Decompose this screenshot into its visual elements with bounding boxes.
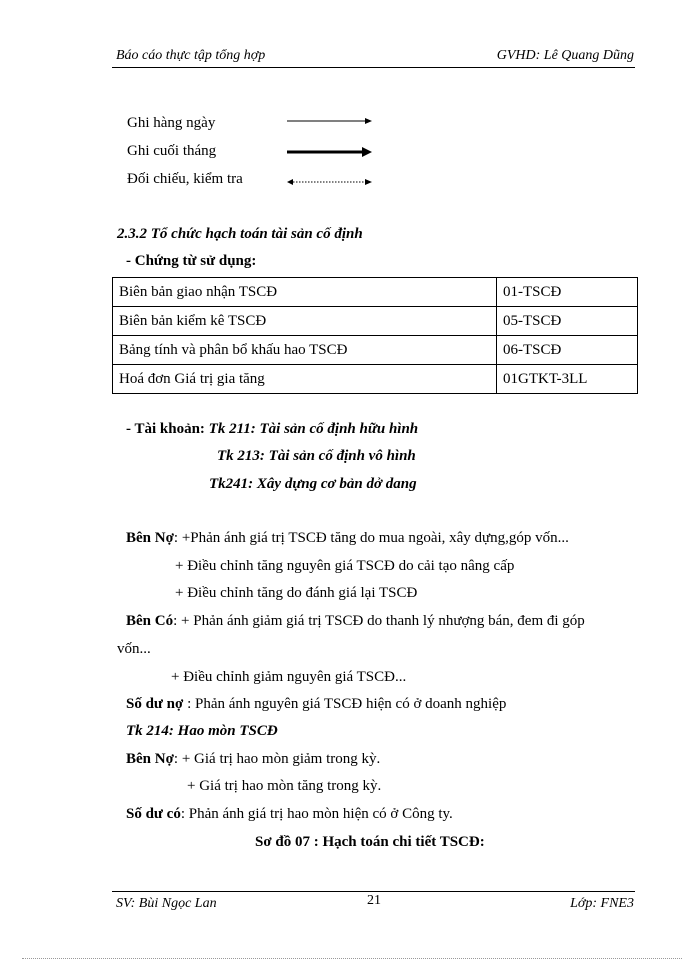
so-du-no-text: : Phản ánh nguyên giá TSCĐ hiện có ở doanh nghiệp [183,696,507,712]
table-cell: 01GTKT-3LL [497,365,638,394]
header-left: Báo cáo thực tập tổng hợp [116,48,266,63]
so-du-co-label: Số dư có [126,806,181,822]
table-cell: 05-TSCĐ [497,307,638,336]
tk214-so-du-co-line [126,806,453,823]
thick-arrow-icon [285,145,375,159]
page-edge-divider [22,958,682,959]
header-rule [112,67,635,68]
tk213-title: Tk 213: Tài sản cố định vô hình [217,448,416,464]
thin-arrow-icon [285,115,375,127]
accounts-line-211 [126,421,418,438]
section-title: 2.3.2 Tổ chức hạch toán tài sản cố định [117,226,363,242]
legend-label-check: Đối chiếu, kiểm tra [127,171,243,187]
ben-no-line-2: + Điều chỉnh tăng nguyên giá TSCĐ do cải tạo nâng cấp [175,558,515,574]
so-du-no-label: Số dư nợ [126,696,184,712]
tk214-ben-no-line-1 [126,751,380,768]
tk214-ben-no-label: Bên Nợ [126,751,174,767]
table-row [113,336,638,365]
table-cell: Biên bản giao nhận TSCĐ [113,278,497,307]
ben-co-line-2: + Điều chỉnh giảm nguyên giá TSCĐ... [171,669,407,685]
ben-no-text: : +Phản ánh giá trị TSCĐ tăng do mua ngoài, xây dựng,góp vốn... [173,530,569,546]
ben-co-line-1-cont: vốn... [117,641,151,657]
accounts-prefix: - Tài khoản: [126,421,209,437]
documents-label: - Chứng từ sử dụng: [126,253,257,269]
table-cell: Hoá đơn Giá trị gia tăng [113,365,497,394]
table-cell: Biên bản kiểm kê TSCĐ [113,307,497,336]
tk214-ben-no-text: : + Giá trị hao mòn giảm trong kỳ. [173,751,381,767]
table-row [113,307,638,336]
footer-right: Lớp: FNE3 [570,896,634,911]
legend-label-monthly: Ghi cuối tháng [127,143,217,159]
footer-rule [112,891,635,892]
ben-no-line-1 [126,530,569,547]
header-right: GVHD: Lê Quang Dũng [496,48,634,63]
so-du-no-line [126,696,506,713]
dotted-double-arrow-icon [285,176,375,188]
diagram-caption: Sơ đồ 07 : Hạch toán chi tiết TSCĐ: [255,834,485,850]
table-cell: 06-TSCĐ [497,336,638,365]
tk211-title: Tk 211: Tài sản cố định hữu hình [208,421,419,437]
table-row [113,365,638,394]
table-cell: 01-TSCĐ [497,278,638,307]
ben-no-label: Bên Nợ [126,530,174,546]
ben-co-line-1 [126,613,585,630]
ben-co-text: : + Phản ánh giảm giá trị TSCĐ do thanh lý nhượng bán, đem đi góp [173,613,585,629]
table-cell: Bảng tính và phân bổ khấu hao TSCĐ [113,336,497,365]
tk214-title: Tk 214: Hao mòn TSCĐ [126,723,278,739]
so-du-co-text: : Phản ánh giá trị hao mòn hiện có ở Công ty. [180,806,453,822]
legend-label-daily: Ghi hàng ngày [127,115,216,131]
ben-no-line-3: + Điều chỉnh tăng do đánh giá lại TSCĐ [175,585,418,601]
tk241-title: Tk241: Xây dựng cơ bản dở dang [209,476,417,492]
footer-left: SV: Bùi Ngọc Lan [116,896,217,911]
table-row [113,278,638,307]
documents-table [112,277,638,394]
page-number: 21 [367,893,381,908]
tk214-ben-no-line-2: + Giá trị hao mòn tăng trong kỳ. [187,778,382,794]
ben-co-label: Bên Có [126,613,174,629]
